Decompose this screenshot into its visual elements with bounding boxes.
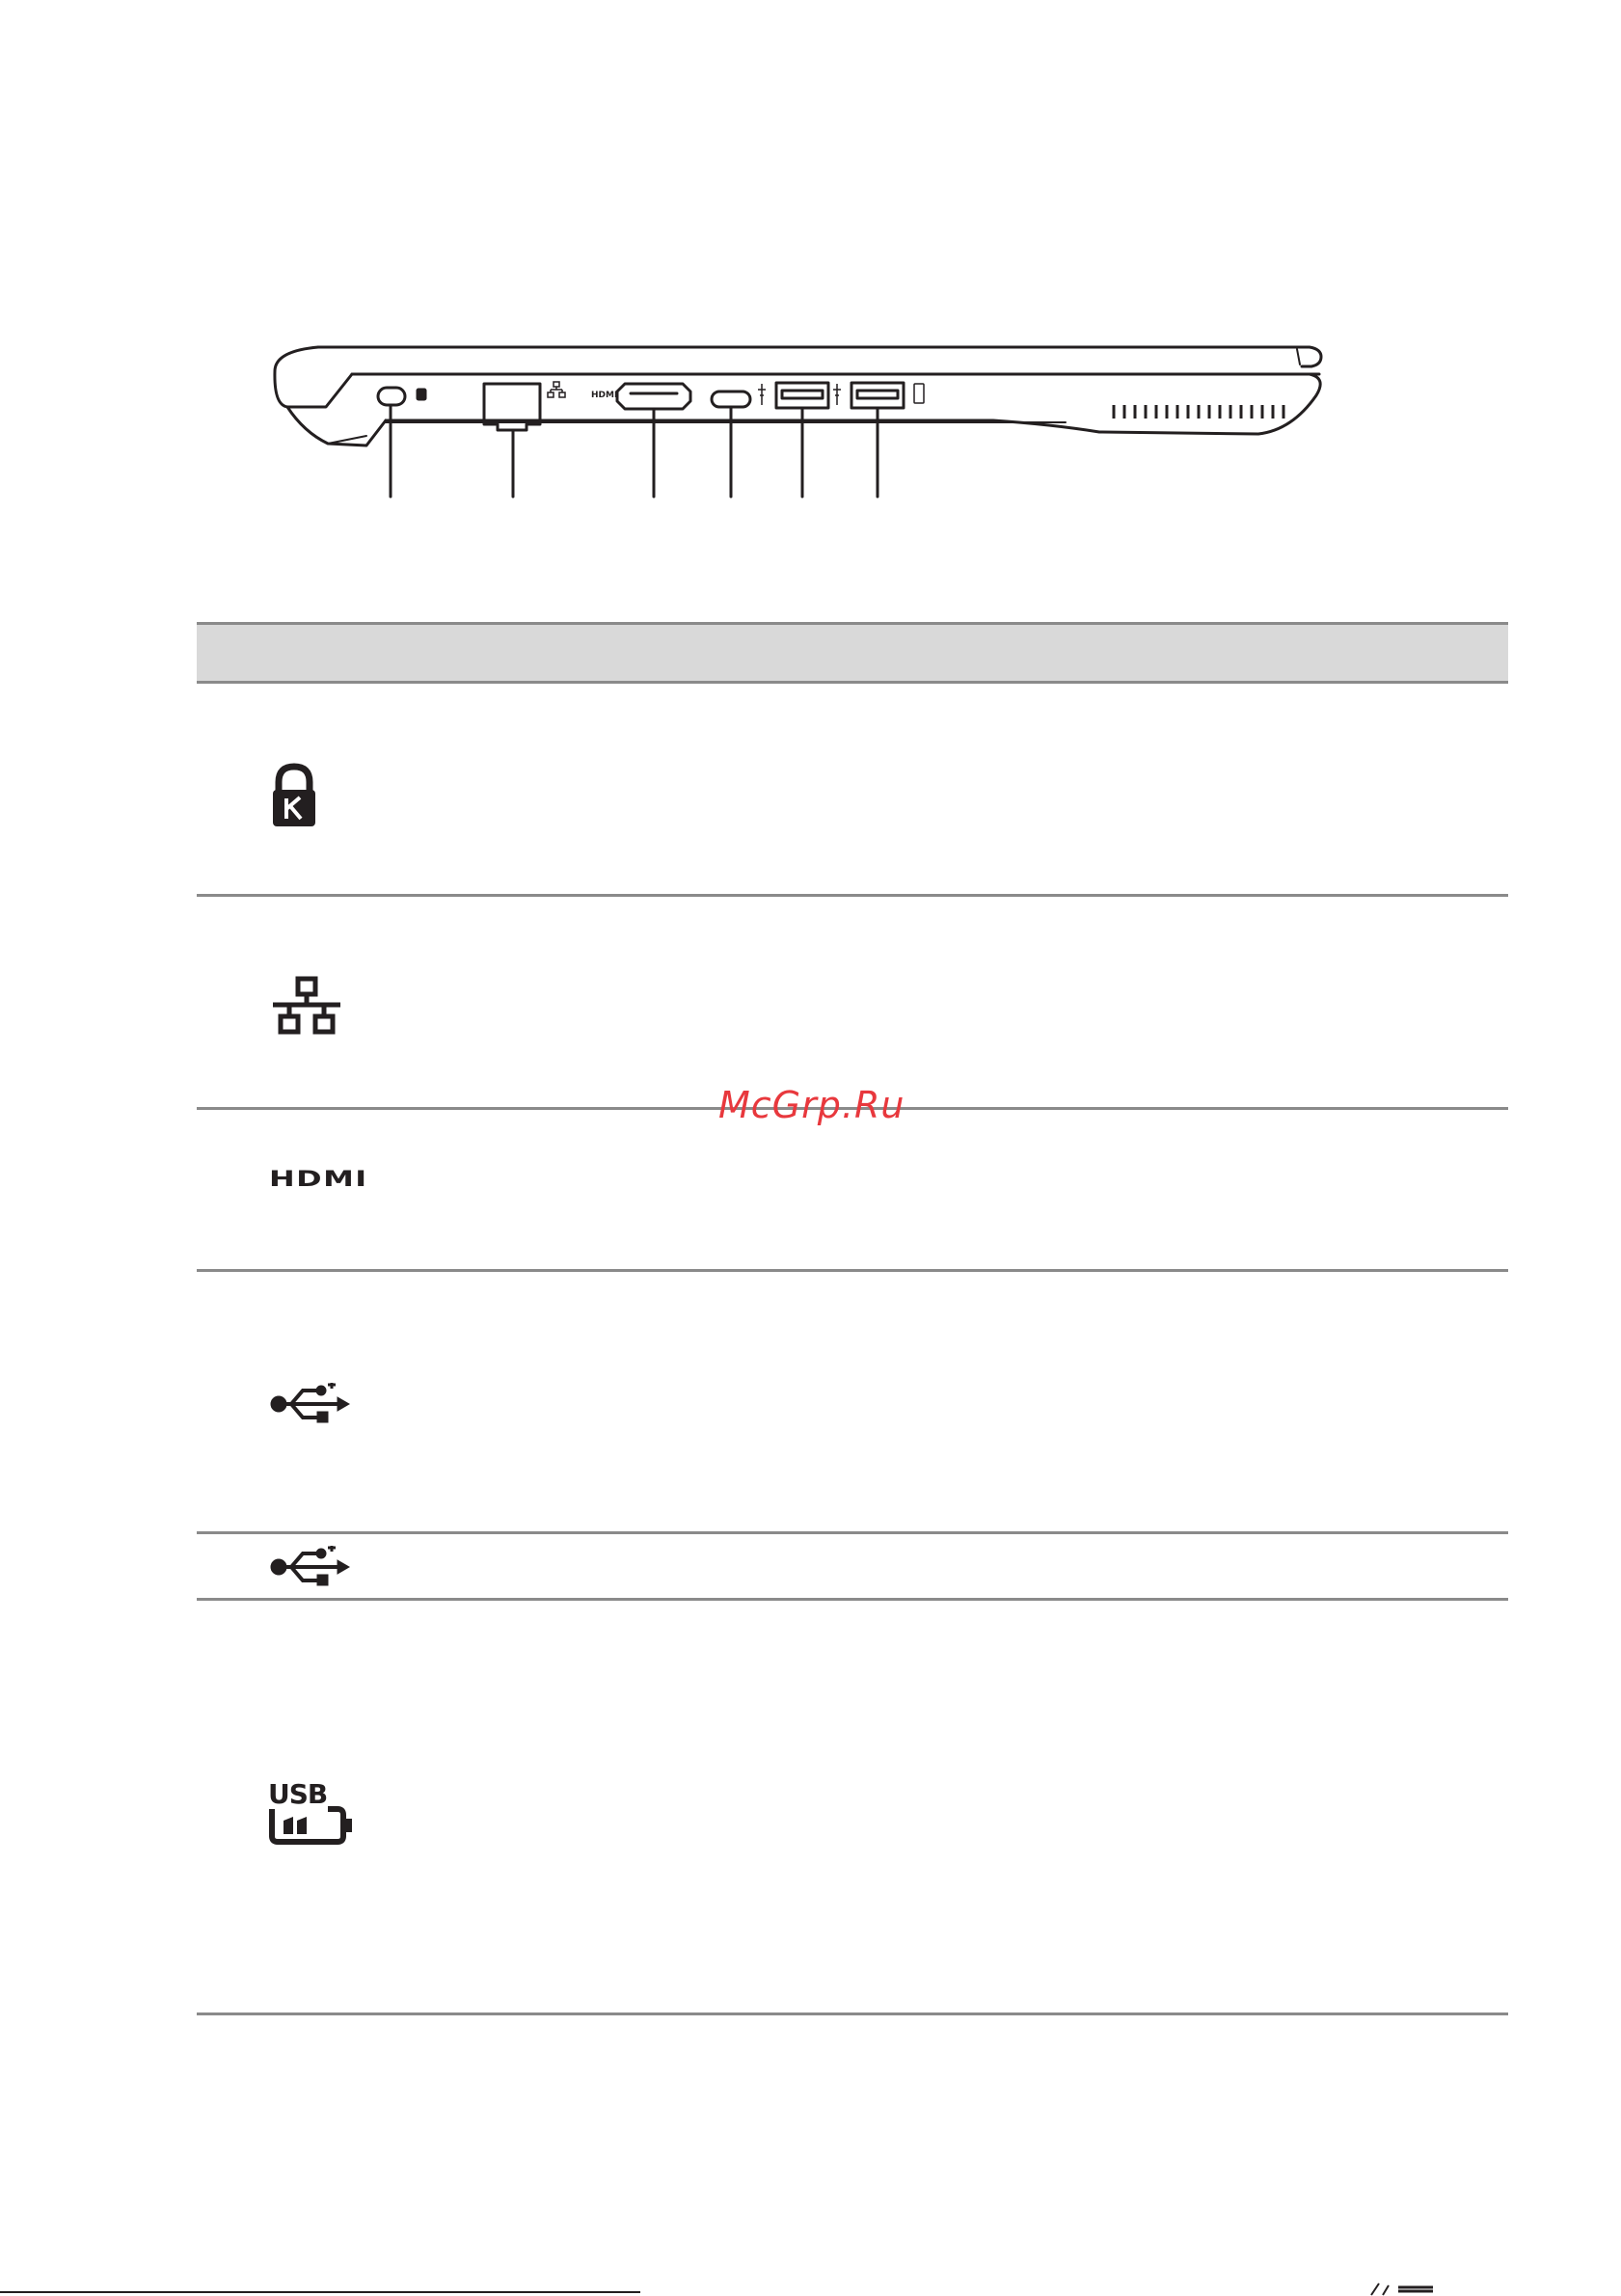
table-row: [197, 897, 1508, 1110]
footer-mark-icon: [1369, 2276, 1437, 2296]
hdmi-logo-icon: HDMI: [269, 1168, 368, 1192]
table-row: [197, 1272, 1508, 1534]
usb-icon: [270, 1383, 351, 1425]
table-row: [197, 1110, 1508, 1272]
kensington-lock-icon: [269, 763, 319, 830]
table-row: [197, 1534, 1508, 1601]
watermark: McGrp.Ru: [718, 1084, 905, 1126]
laptop-left-side-diagram: [260, 328, 1331, 501]
footer-rule-left: [0, 2291, 640, 2293]
hdmi-port-label: HDMI: [591, 391, 618, 400]
table-row: [197, 684, 1508, 897]
ethernet-port-icon: [269, 976, 346, 1036]
usb-icon: [270, 1546, 351, 1588]
table-row: [197, 1601, 1508, 2015]
table-header: [197, 622, 1508, 684]
usb-charge-icon: [268, 1778, 355, 1848]
usb-charge-label: USB: [268, 1778, 328, 1810]
